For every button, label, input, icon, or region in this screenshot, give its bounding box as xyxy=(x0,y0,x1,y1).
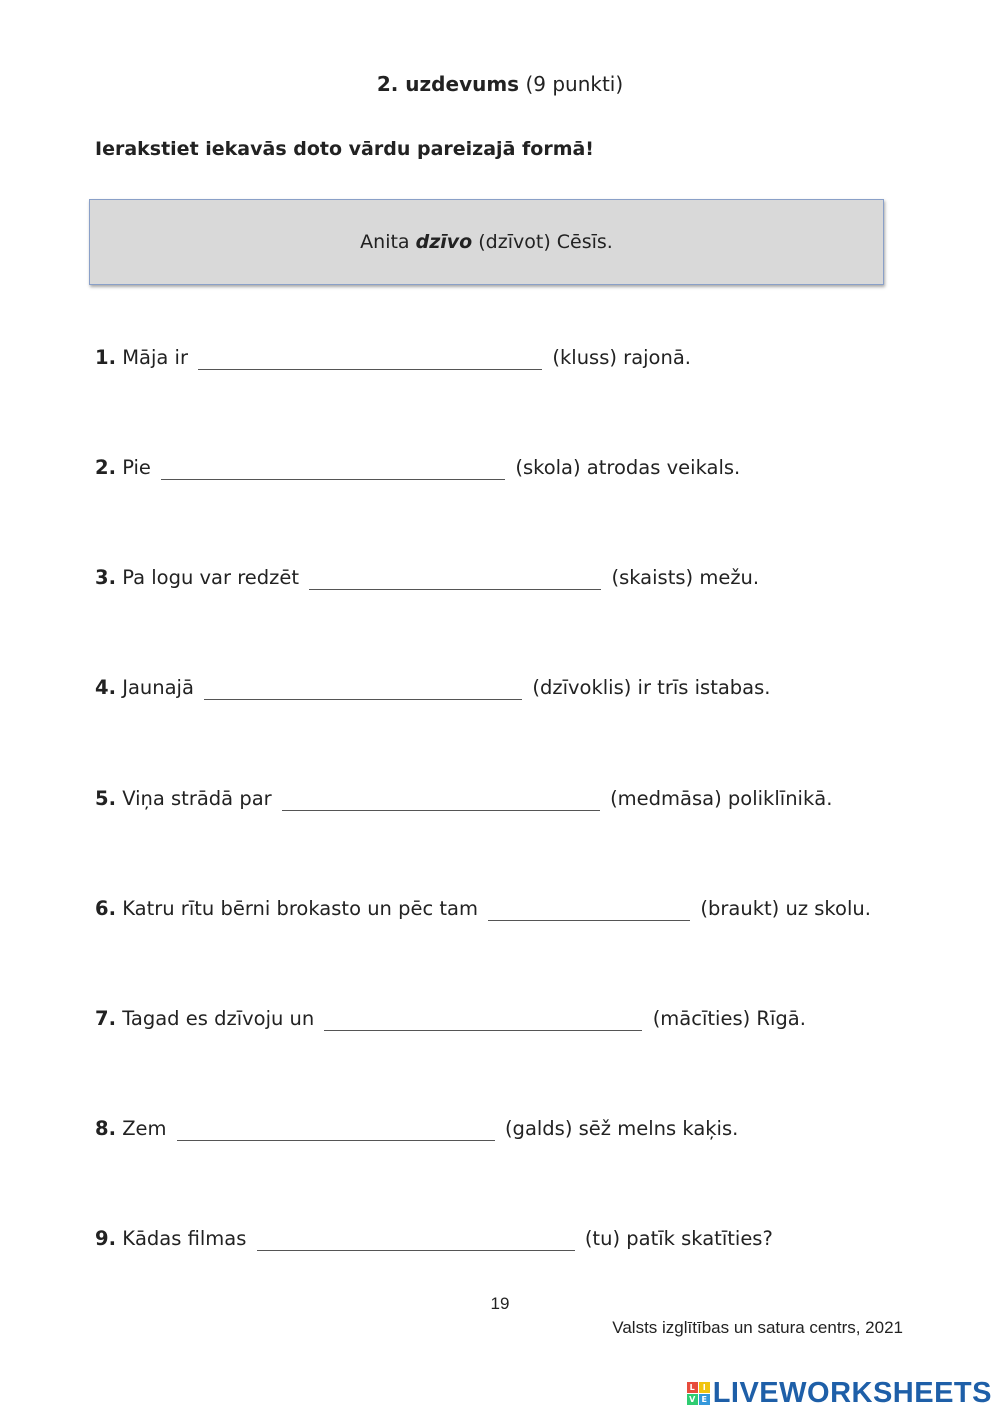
task-number: 2. uzdevums xyxy=(376,72,520,96)
exercise-item xyxy=(95,1004,806,1034)
item-text-after: (skaists) mežu. xyxy=(611,566,760,589)
item-number: 9. xyxy=(95,1227,116,1250)
logo-grid-letter: I xyxy=(699,1382,710,1393)
item-text-before: Viņa strādā par xyxy=(122,787,272,810)
item-text-before: Zem xyxy=(122,1117,167,1140)
example-after: (dzīvot) Cēsīs. xyxy=(472,231,613,253)
item-text-after: (galds) sēž melns kaķis. xyxy=(504,1117,739,1140)
example-before: Anita xyxy=(360,231,416,253)
exercise-item xyxy=(95,563,759,593)
exercise-item xyxy=(95,673,770,703)
answer-input-2[interactable] xyxy=(161,459,505,480)
answer-input-3[interactable] xyxy=(309,569,601,590)
task-points: (9 punkti) xyxy=(525,72,624,96)
example-answer: dzīvo xyxy=(415,231,473,253)
logo-grid-icon xyxy=(687,1382,710,1405)
exercise-item xyxy=(95,784,832,814)
instruction: Ierakstiet iekavās doto vārdu pareizajā formā! xyxy=(95,138,594,160)
logo-grid-letter: E xyxy=(699,1394,710,1405)
page-number: 19 xyxy=(490,1294,510,1313)
answer-input-9[interactable] xyxy=(257,1230,575,1251)
answer-input-1[interactable] xyxy=(198,349,542,370)
item-text-after: (kluss) rajonā. xyxy=(552,346,691,369)
item-text-before: Pa logu var redzēt xyxy=(122,566,300,589)
item-text-before: Tagad es dzīvoju un xyxy=(122,1007,315,1030)
item-text-before: Katru rītu bērni brokasto un pēc tam xyxy=(122,897,478,920)
item-text-after: (braukt) uz skolu. xyxy=(700,897,871,920)
item-text-before: Jaunajā xyxy=(122,676,194,699)
logo-grid-letter: V xyxy=(687,1394,698,1405)
logo-text: LIVEWORKSHEETS xyxy=(712,1377,992,1409)
item-text-before: Pie xyxy=(122,456,151,479)
liveworksheets-logo[interactable] xyxy=(687,1377,992,1410)
item-number: 6. xyxy=(95,897,116,920)
example-box xyxy=(89,199,884,285)
item-text-after: (medmāsa) poliklīnikā. xyxy=(610,787,833,810)
item-text-after: (dzīvoklis) ir trīs istabas. xyxy=(532,676,771,699)
logo-grid-letter: L xyxy=(687,1382,698,1393)
item-number: 8. xyxy=(95,1117,116,1140)
footer-credit: Valsts izglītības un satura centrs, 2021 xyxy=(612,1318,903,1337)
answer-input-8[interactable] xyxy=(177,1120,495,1141)
item-text-before: Kādas filmas xyxy=(122,1227,247,1250)
answer-input-5[interactable] xyxy=(282,790,600,811)
exercise-item xyxy=(95,453,740,483)
task-title xyxy=(0,72,1000,96)
item-number: 5. xyxy=(95,787,116,810)
item-text-after: (skola) atrodas veikals. xyxy=(515,456,741,479)
item-number: 1. xyxy=(95,346,116,369)
exercise-item xyxy=(95,343,691,373)
exercise-item xyxy=(95,1224,773,1254)
item-number: 3. xyxy=(95,566,116,589)
answer-input-4[interactable] xyxy=(204,679,522,700)
answer-input-6[interactable] xyxy=(488,900,690,921)
item-text-after: (tu) patīk skatīties? xyxy=(584,1227,773,1250)
item-number: 4. xyxy=(95,676,116,699)
exercise-item xyxy=(95,1114,738,1144)
item-text-before: Māja ir xyxy=(122,346,188,369)
item-text-after: (mācīties) Rīgā. xyxy=(652,1007,806,1030)
answer-input-7[interactable] xyxy=(324,1010,642,1031)
item-number: 7. xyxy=(95,1007,116,1030)
item-number: 2. xyxy=(95,456,116,479)
exercise-item xyxy=(95,894,871,924)
